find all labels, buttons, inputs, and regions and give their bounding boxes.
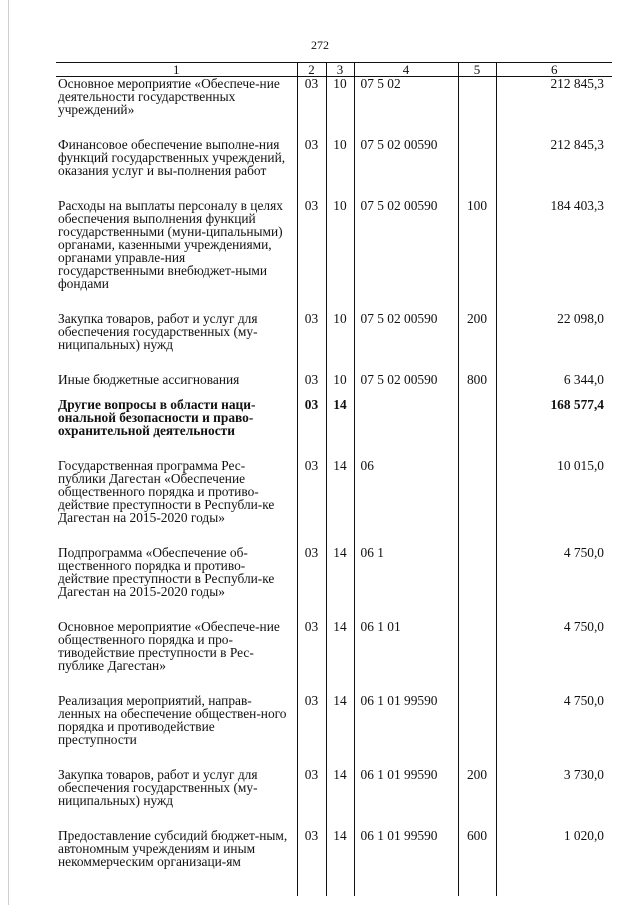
row-target-code: 07 5 02 00590 bbox=[354, 199, 458, 312]
row-amount: 184 403,3 bbox=[496, 199, 612, 312]
row-amount: 1 020,0 bbox=[496, 829, 612, 868]
row-expense-type: 200 bbox=[458, 312, 496, 373]
row-amount: 4 750,0 bbox=[496, 694, 612, 768]
table-row bbox=[56, 459, 612, 546]
row-section: 03 bbox=[297, 138, 326, 199]
row-section: 03 bbox=[297, 829, 326, 868]
row-expense-type: 800 bbox=[458, 373, 496, 398]
table-row bbox=[56, 312, 612, 373]
row-section: 03 bbox=[297, 398, 326, 459]
row-expense-type bbox=[458, 77, 496, 139]
filler-cell bbox=[297, 868, 326, 896]
row-name: Основное мероприятие «Обеспече-ние общественного порядка и про-тиводействие преступности в Рес-публике Дагестан» bbox=[58, 619, 280, 673]
row-name: Иные бюджетные ассигнования bbox=[58, 372, 240, 387]
table-row bbox=[56, 829, 612, 868]
row-name: Государственная программа Рес-публики Дагестан «Обеспечение общественного порядка и противо-действие преступности в Республи-ке Дагестан на 2015-2020 годы» bbox=[58, 458, 275, 525]
table-row bbox=[56, 620, 612, 694]
row-expense-type: 200 bbox=[458, 768, 496, 829]
row-expense-type bbox=[458, 138, 496, 199]
row-subsection: 14 bbox=[326, 459, 354, 546]
header-col-2: 2 bbox=[297, 63, 326, 77]
table-row bbox=[56, 77, 612, 139]
row-name: Расходы на выплаты персоналу в целях обеспечения выполнения функций государственными (муни-ципальными) органами, казенными учреждениями, органами управле-ния государственными внебюджет-ными фондами bbox=[58, 198, 283, 291]
row-section: 03 bbox=[297, 199, 326, 312]
row-target-code: 07 5 02 bbox=[354, 77, 458, 139]
row-section: 03 bbox=[297, 77, 326, 139]
row-name: Предоставление субсидий бюджет-ным, автономным учреждениям и иным некоммерческим организаци-ям bbox=[58, 828, 288, 869]
row-name: Реализация мероприятий, направ-ленных на обеспечение обществен-ного порядка и противодействие преступности bbox=[58, 693, 287, 747]
header-col-6: 6 bbox=[496, 63, 612, 77]
row-section: 03 bbox=[297, 312, 326, 373]
table-row bbox=[56, 768, 612, 829]
scan-edge-line bbox=[8, 0, 9, 905]
header-col-4: 4 bbox=[354, 63, 458, 77]
filler-cell bbox=[458, 868, 496, 896]
row-name: Финансовое обеспечение выполне-ния функций государственных учреждений, оказания услуг и вы-полнения работ bbox=[58, 137, 286, 178]
row-target-code: 06 1 01 99590 bbox=[354, 829, 458, 868]
row-amount: 168 577,4 bbox=[496, 398, 612, 459]
row-subsection: 14 bbox=[326, 829, 354, 868]
row-target-code bbox=[354, 398, 458, 459]
row-section: 03 bbox=[297, 546, 326, 620]
row-subsection: 14 bbox=[326, 620, 354, 694]
row-amount: 6 344,0 bbox=[496, 373, 612, 398]
row-section: 03 bbox=[297, 373, 326, 398]
row-amount: 4 750,0 bbox=[496, 546, 612, 620]
row-section: 03 bbox=[297, 459, 326, 546]
row-name: Основное мероприятие «Обеспече-ние деятельности государственных учреждений» bbox=[58, 76, 280, 117]
header-col-3: 3 bbox=[326, 63, 354, 77]
row-section: 03 bbox=[297, 768, 326, 829]
row-subsection: 10 bbox=[326, 138, 354, 199]
row-name: Подпрограмма «Обеспечение об-щественного порядка и противо-действие преступности в Республи-ке Дагестан на 2015-2020 годы» bbox=[58, 545, 275, 599]
row-subsection: 14 bbox=[326, 546, 354, 620]
table-row bbox=[56, 398, 612, 459]
row-target-code: 06 bbox=[354, 459, 458, 546]
row-expense-type bbox=[458, 546, 496, 620]
row-expense-type bbox=[458, 398, 496, 459]
row-section: 03 bbox=[297, 620, 326, 694]
filler-cell bbox=[496, 868, 612, 896]
row-subsection: 10 bbox=[326, 199, 354, 312]
row-expense-type bbox=[458, 620, 496, 694]
row-expense-type: 100 bbox=[458, 199, 496, 312]
header-col-5: 5 bbox=[458, 63, 496, 77]
row-amount: 10 015,0 bbox=[496, 459, 612, 546]
row-target-code: 06 1 01 99590 bbox=[354, 768, 458, 829]
row-subsection: 14 bbox=[326, 694, 354, 768]
row-subsection: 10 bbox=[326, 312, 354, 373]
filler-cell bbox=[326, 868, 354, 896]
row-target-code: 07 5 02 00590 bbox=[354, 373, 458, 398]
row-name: Закупка товаров, работ и услуг для обеспечения государственных (му-ниципальных) нужд bbox=[58, 767, 258, 808]
header-col-1: 1 bbox=[56, 63, 297, 77]
table-row bbox=[56, 138, 612, 199]
table-row bbox=[56, 694, 612, 768]
row-target-code: 06 1 01 99590 bbox=[354, 694, 458, 768]
row-amount: 4 750,0 bbox=[496, 620, 612, 694]
row-subsection: 14 bbox=[326, 768, 354, 829]
filler-cell bbox=[354, 868, 458, 896]
table-row bbox=[56, 373, 612, 398]
table-row bbox=[56, 546, 612, 620]
header-row bbox=[56, 63, 612, 77]
row-expense-type: 600 bbox=[458, 829, 496, 868]
row-target-code: 07 5 02 00590 bbox=[354, 138, 458, 199]
page-number: 272 bbox=[311, 38, 329, 52]
row-subsection: 10 bbox=[326, 373, 354, 398]
budget-table bbox=[56, 62, 612, 896]
table-filler-row bbox=[56, 868, 612, 896]
row-amount: 212 845,3 bbox=[496, 138, 612, 199]
row-expense-type bbox=[458, 459, 496, 546]
row-amount: 22 098,0 bbox=[496, 312, 612, 373]
row-amount: 3 730,0 bbox=[496, 768, 612, 829]
filler-cell bbox=[56, 868, 297, 896]
table-row bbox=[56, 199, 612, 312]
row-subsection: 10 bbox=[326, 77, 354, 139]
row-name: Закупка товаров, работ и услуг для обеспечения государственных (му-ниципальных) нужд bbox=[58, 311, 258, 352]
row-target-code: 06 1 01 bbox=[354, 620, 458, 694]
row-subsection: 14 bbox=[326, 398, 354, 459]
row-amount: 212 845,3 bbox=[496, 77, 612, 139]
row-section: 03 bbox=[297, 694, 326, 768]
row-expense-type bbox=[458, 694, 496, 768]
row-name: Другие вопросы в области наци-ональной безопасности и право-охранительной деятельности bbox=[58, 397, 256, 438]
row-target-code: 06 1 bbox=[354, 546, 458, 620]
row-target-code: 07 5 02 00590 bbox=[354, 312, 458, 373]
